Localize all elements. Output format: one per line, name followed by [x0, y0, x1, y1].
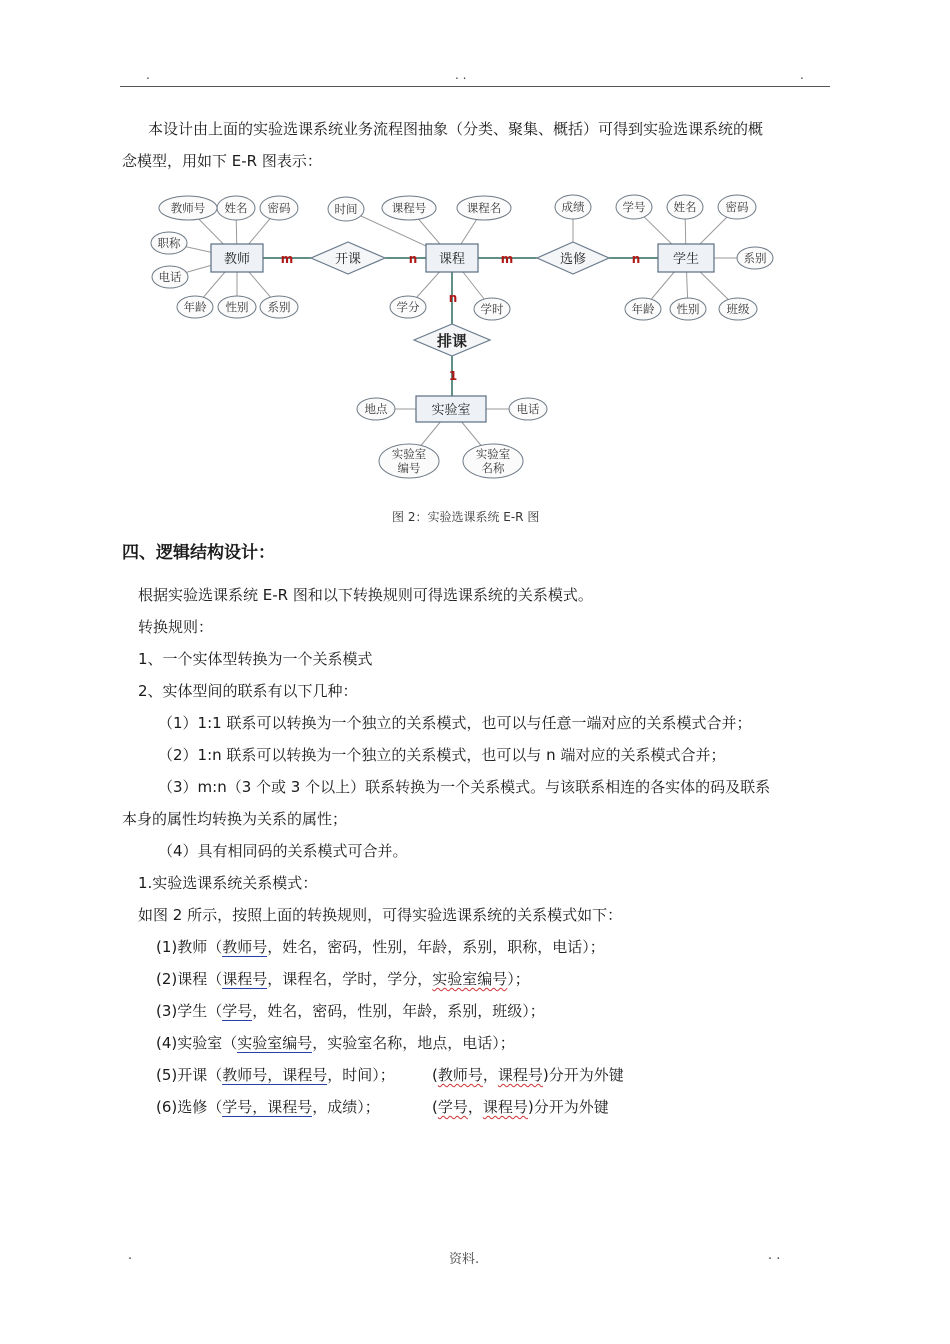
fk-teacher-no: 教师号 [437, 1066, 483, 1084]
schema-xuanxiu-key: 学号，课程号 [222, 1098, 313, 1116]
attr-lab-no-line1: 实验室 [391, 447, 427, 461]
attr-lab-phone: 电话 [516, 402, 540, 416]
schema-lab-key: 实验室编号 [237, 1034, 313, 1052]
schema-course-fk: 实验室编号 [432, 970, 508, 988]
attr-lab-location: 地点 [364, 402, 388, 416]
attr-lab-name-line2: 名称 [481, 461, 505, 475]
para-schema-title: 1.实验选课系统关系模式： [138, 874, 318, 892]
relationship-xuanxiu-label: 选修 [559, 252, 587, 267]
rule-2: （2）1:n 联系可以转换为一个独立的关系模式，也可以与 n 端对应的关系模式合并； [158, 746, 726, 764]
footer-dot-right: . . [768, 1248, 781, 1263]
entity-teacher [211, 244, 263, 272]
card-course-paike: n [448, 291, 458, 305]
fk-suffix: )分开为外键 [527, 1098, 609, 1116]
schema-course-end: ）； [507, 970, 530, 988]
schema-course-key: 课程号 [222, 970, 268, 988]
card-xuanxiu-student: n [631, 252, 641, 266]
schema-kaike [156, 1066, 395, 1084]
schema-student [156, 1002, 545, 1020]
para-4: 2、实体型间的联系有以下几种： [138, 682, 358, 700]
attr-course-name: 课程名 [466, 201, 502, 215]
entity-lab-label: 实验室 [431, 403, 471, 418]
fk-course-no: 课程号 [497, 1066, 543, 1084]
schema-teacher-key: 教师号 [222, 938, 268, 956]
footer-dot-left: . [128, 1248, 133, 1263]
card-teacher-kaike: m [280, 252, 294, 266]
schema-kaike-fk-note [432, 1066, 624, 1084]
schema-kaike-prefix: (5)开课（ [156, 1066, 223, 1084]
fk-suffix: )分开为外键 [542, 1066, 624, 1084]
fk-open: ( [432, 1098, 438, 1116]
relationship-kaike-label: 开课 [334, 252, 362, 267]
er-diagram [0, 0, 950, 500]
attr-course-hours: 学时 [480, 302, 504, 316]
schema-lab [156, 1034, 515, 1052]
relationship-kaike [311, 242, 385, 274]
fk-course-no: 课程号 [482, 1098, 528, 1116]
attr-student-sex: 性别 [676, 302, 700, 316]
schema-teacher-prefix: (1)教师（ [156, 938, 223, 956]
entity-course [426, 244, 478, 272]
attr-student-no: 学号 [622, 200, 646, 214]
relationship-xuanxiu [537, 242, 609, 274]
schema-student-attrs: ，姓名，密码，性别，年龄，系别，班级）； [252, 1002, 545, 1020]
attr-teacher-name: 姓名 [224, 201, 248, 215]
attr-student-name: 姓名 [673, 200, 697, 214]
rule-1: （1）1:1 联系可以转换为一个独立的关系模式，也可以与任意一端对应的关系模式合并； [158, 714, 752, 732]
attr-teacher-sex: 性别 [225, 300, 249, 314]
attr-xuanxiu-grade: 成绩 [561, 200, 585, 214]
entity-student [658, 244, 714, 272]
fk-sep: ， [467, 1098, 483, 1116]
fk-sep: ， [482, 1066, 498, 1084]
para-schema-intro: 如图 2 所示，按照上面的转换规则，可得实验选课系统的关系模式如下： [138, 906, 623, 924]
schema-kaike-key: 教师号，课程号 [222, 1066, 328, 1084]
attr-student-age: 年龄 [631, 302, 655, 316]
schema-xuanxiu-fk-note [432, 1098, 609, 1116]
relationship-paike-label: 排课 [436, 332, 468, 350]
attr-student-class: 班级 [726, 302, 750, 316]
intro-line-1: 本设计由上面的实验选课系统业务流程图抽象（分类、聚集、概括）可得到实验选课系统的概 [148, 120, 764, 138]
attr-course-credit: 学分 [396, 300, 420, 314]
schema-course-prefix: (2)课程（ [156, 970, 223, 988]
attr-lab-name-line1: 实验室 [475, 447, 511, 461]
section-heading: 四、逻辑结构设计： [122, 543, 275, 563]
attr-teacher-age: 年龄 [183, 300, 207, 314]
schema-lab-attrs: ，实验室名称，地点，电话）； [312, 1034, 515, 1052]
rule-4: （4）具有相同码的关系模式可合并。 [158, 842, 408, 860]
card-course-xuanxiu: m [500, 252, 514, 266]
schema-course [156, 970, 530, 988]
attr-student-password: 密码 [725, 200, 749, 214]
entity-course-label: 课程 [438, 252, 466, 267]
attr-teacher-no: 教师号 [170, 201, 206, 215]
schema-xuanxiu-prefix: (6)选修（ [156, 1098, 223, 1116]
rule-3-line1: （3）m:n（3 个或 3 个以上）联系转换为一个关系模式。与该联系相连的各实体的码及联系 [158, 778, 771, 796]
intro-line-2: 念模型，用如下 E-R 图表示： [122, 152, 322, 170]
attr-teacher-dept: 系别 [267, 300, 291, 314]
attr-course-no: 课程号 [391, 201, 427, 215]
para-2: 转换规则： [138, 618, 214, 636]
header-dot-left: . [146, 68, 150, 82]
schema-xuanxiu [156, 1098, 380, 1116]
header-dot-mid: . . [455, 68, 467, 82]
attr-teacher-title: 职称 [157, 236, 181, 250]
header-dot-right: . [800, 68, 804, 82]
entity-student-label: 学生 [672, 252, 700, 267]
schema-xuanxiu-attrs: ，成绩）； [312, 1098, 380, 1116]
para-3: 1、一个实体型转换为一个关系模式 [138, 650, 373, 668]
schema-student-key: 学号 [222, 1002, 253, 1020]
attr-teacher-password: 密码 [267, 201, 291, 215]
fk-student-no: 学号 [437, 1098, 468, 1116]
fk-open: ( [432, 1066, 438, 1084]
attr-lab-no-line2: 编号 [397, 461, 421, 475]
entity-lab [416, 396, 486, 422]
schema-course-attrs: ，课程名，学时，学分， [267, 970, 433, 988]
attr-teacher-phone: 电话 [158, 270, 182, 284]
card-kaike-course: n [408, 252, 418, 266]
card-paike-lab: 1 [448, 369, 458, 383]
schema-teacher-attrs: ，姓名，密码，性别，年龄，系别，职称，电话）； [267, 938, 605, 956]
relationship-paike [414, 324, 490, 356]
footer-center: 资料. [449, 1252, 480, 1267]
para-1: 根据实验选课系统 E-R 图和以下转换规则可得选课系统的关系模式。 [138, 586, 593, 604]
schema-student-prefix: (3)学生（ [156, 1002, 223, 1020]
entity-teacher-label: 教师 [223, 252, 251, 267]
schema-teacher [156, 938, 605, 956]
attr-student-dept: 系别 [743, 251, 767, 265]
schema-lab-prefix: (4)实验室（ [156, 1034, 238, 1052]
attr-kaike-time: 时间 [334, 202, 358, 216]
rule-3-line2: 本身的属性均转换为关系的属性； [122, 810, 348, 828]
schema-kaike-attrs: ，时间）； [327, 1066, 395, 1084]
figure-caption: 图 2：实验选课系统 E-R 图 [392, 510, 540, 524]
